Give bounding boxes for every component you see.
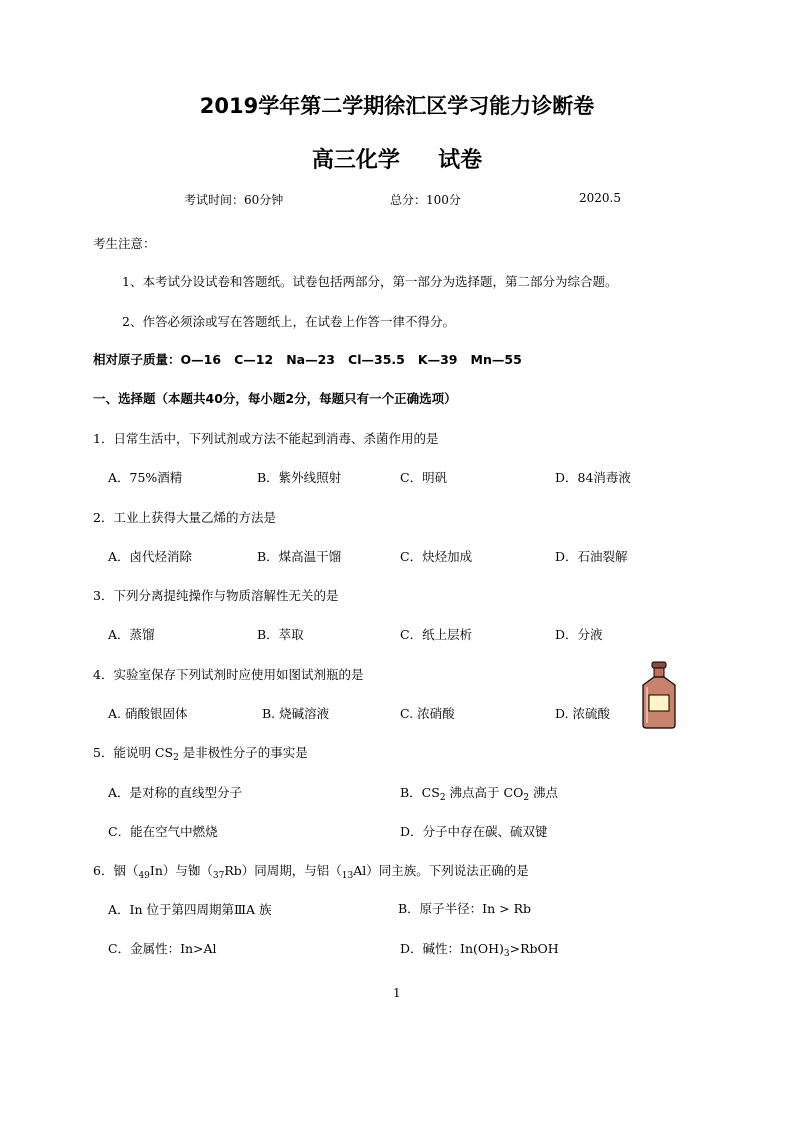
q1-option-b: B．紫外线照射 [257, 470, 342, 485]
reagent-bottle-icon [639, 661, 679, 729]
total-score: 总分：100分 [390, 193, 461, 207]
q4-option-d: D. 浓硫酸 [555, 706, 611, 721]
notice-item-1: 1、本考试分设试卷和答题纸。试卷包括两部分，第一部分为选择题，第二部分为综合题。 [122, 274, 618, 289]
q3-option-b: B．萃取 [257, 627, 304, 642]
question-5-stem: 5．能说明 $CS_2$ 是非极性分子的事实是 [93, 745, 308, 763]
q1-option-c: C．明矾 [400, 470, 448, 485]
q6-option-d: D．碱性：$In(OH)_3>RbOH$ [400, 941, 559, 959]
question-4-stem: 4．实验室保存下列试剂时应使用如图试剂瓶的是 [93, 667, 364, 682]
q6-option-c: C．金属性：In>Al [108, 941, 217, 956]
q5-option-c: C．能在空气中燃烧 [108, 824, 218, 839]
q5-option-d: D．分子中存在碳、硫双键 [400, 824, 548, 839]
q2-option-d: D．石油裂解 [555, 549, 628, 564]
q6-option-a: A．In 位于第四周期第ⅢA 族 [108, 902, 272, 917]
section-heading: 一、选择题（本题共40分，每小题2分，每题只有一个正确选项） [93, 391, 457, 406]
exam-subtitle: 高三化学 试卷 [311, 148, 483, 173]
notice-item-2: 2、作答必须涂或写在答题纸上，在试卷上作答一律不得分。 [122, 314, 455, 329]
q1-option-a: A．75%酒精 [108, 470, 183, 485]
q4-option-b: B. 烧碱溶液 [262, 706, 330, 721]
q5-option-a: A．是对称的直线型分子 [108, 785, 243, 800]
q2-option-b: B．煤高温干馏 [257, 549, 342, 564]
exam-date: 2020.5 [579, 191, 621, 205]
q3-option-c: C．纸上层析 [400, 627, 473, 642]
exam-time: 考试时间：60分钟 [184, 193, 284, 207]
q3-option-d: D．分液 [555, 627, 603, 642]
page-number: 1 [393, 986, 401, 1000]
question-3-stem: 3．下列分离提纯操作与物质溶解性无关的是 [93, 588, 339, 603]
q4-option-c: C. 浓硝酸 [400, 706, 455, 721]
q2-option-a: A．卤代烃消除 [108, 549, 193, 564]
q3-option-a: A．蒸馏 [108, 627, 155, 642]
exam-title: 2019学年第二学期徐汇区学习能力诊断卷 [199, 94, 595, 118]
q4-option-a: A. 硝酸银固体 [108, 706, 188, 721]
q6-option-b: B．原子半径：In > Rb [398, 901, 532, 916]
q1-option-d: D．84消毒液 [555, 470, 631, 485]
atomic-masses: 相对原子质量：O—16 C—12 Na—23 Cl—35.5 K—39 Mn—55 [93, 352, 522, 367]
q2-option-c: C．炔烃加成 [400, 549, 473, 564]
notice-heading: 考生注意： [93, 236, 156, 251]
question-2-stem: 2．工业上获得大量乙烯的方法是 [93, 510, 276, 525]
question-6-stem: 6．铟$(_{49}In)$与铷$(_{37}Rb)$同周期，与铝$(_{13}Al)$同主族。下列说法正确的是 [93, 863, 529, 881]
question-1-stem: 1．日常生活中，下列试剂或方法不能起到消毒、杀菌作用的是 [93, 431, 439, 446]
q5-option-b: B．$CS_2$ 沸点高于 $CO_2$ 沸点 [400, 785, 559, 803]
